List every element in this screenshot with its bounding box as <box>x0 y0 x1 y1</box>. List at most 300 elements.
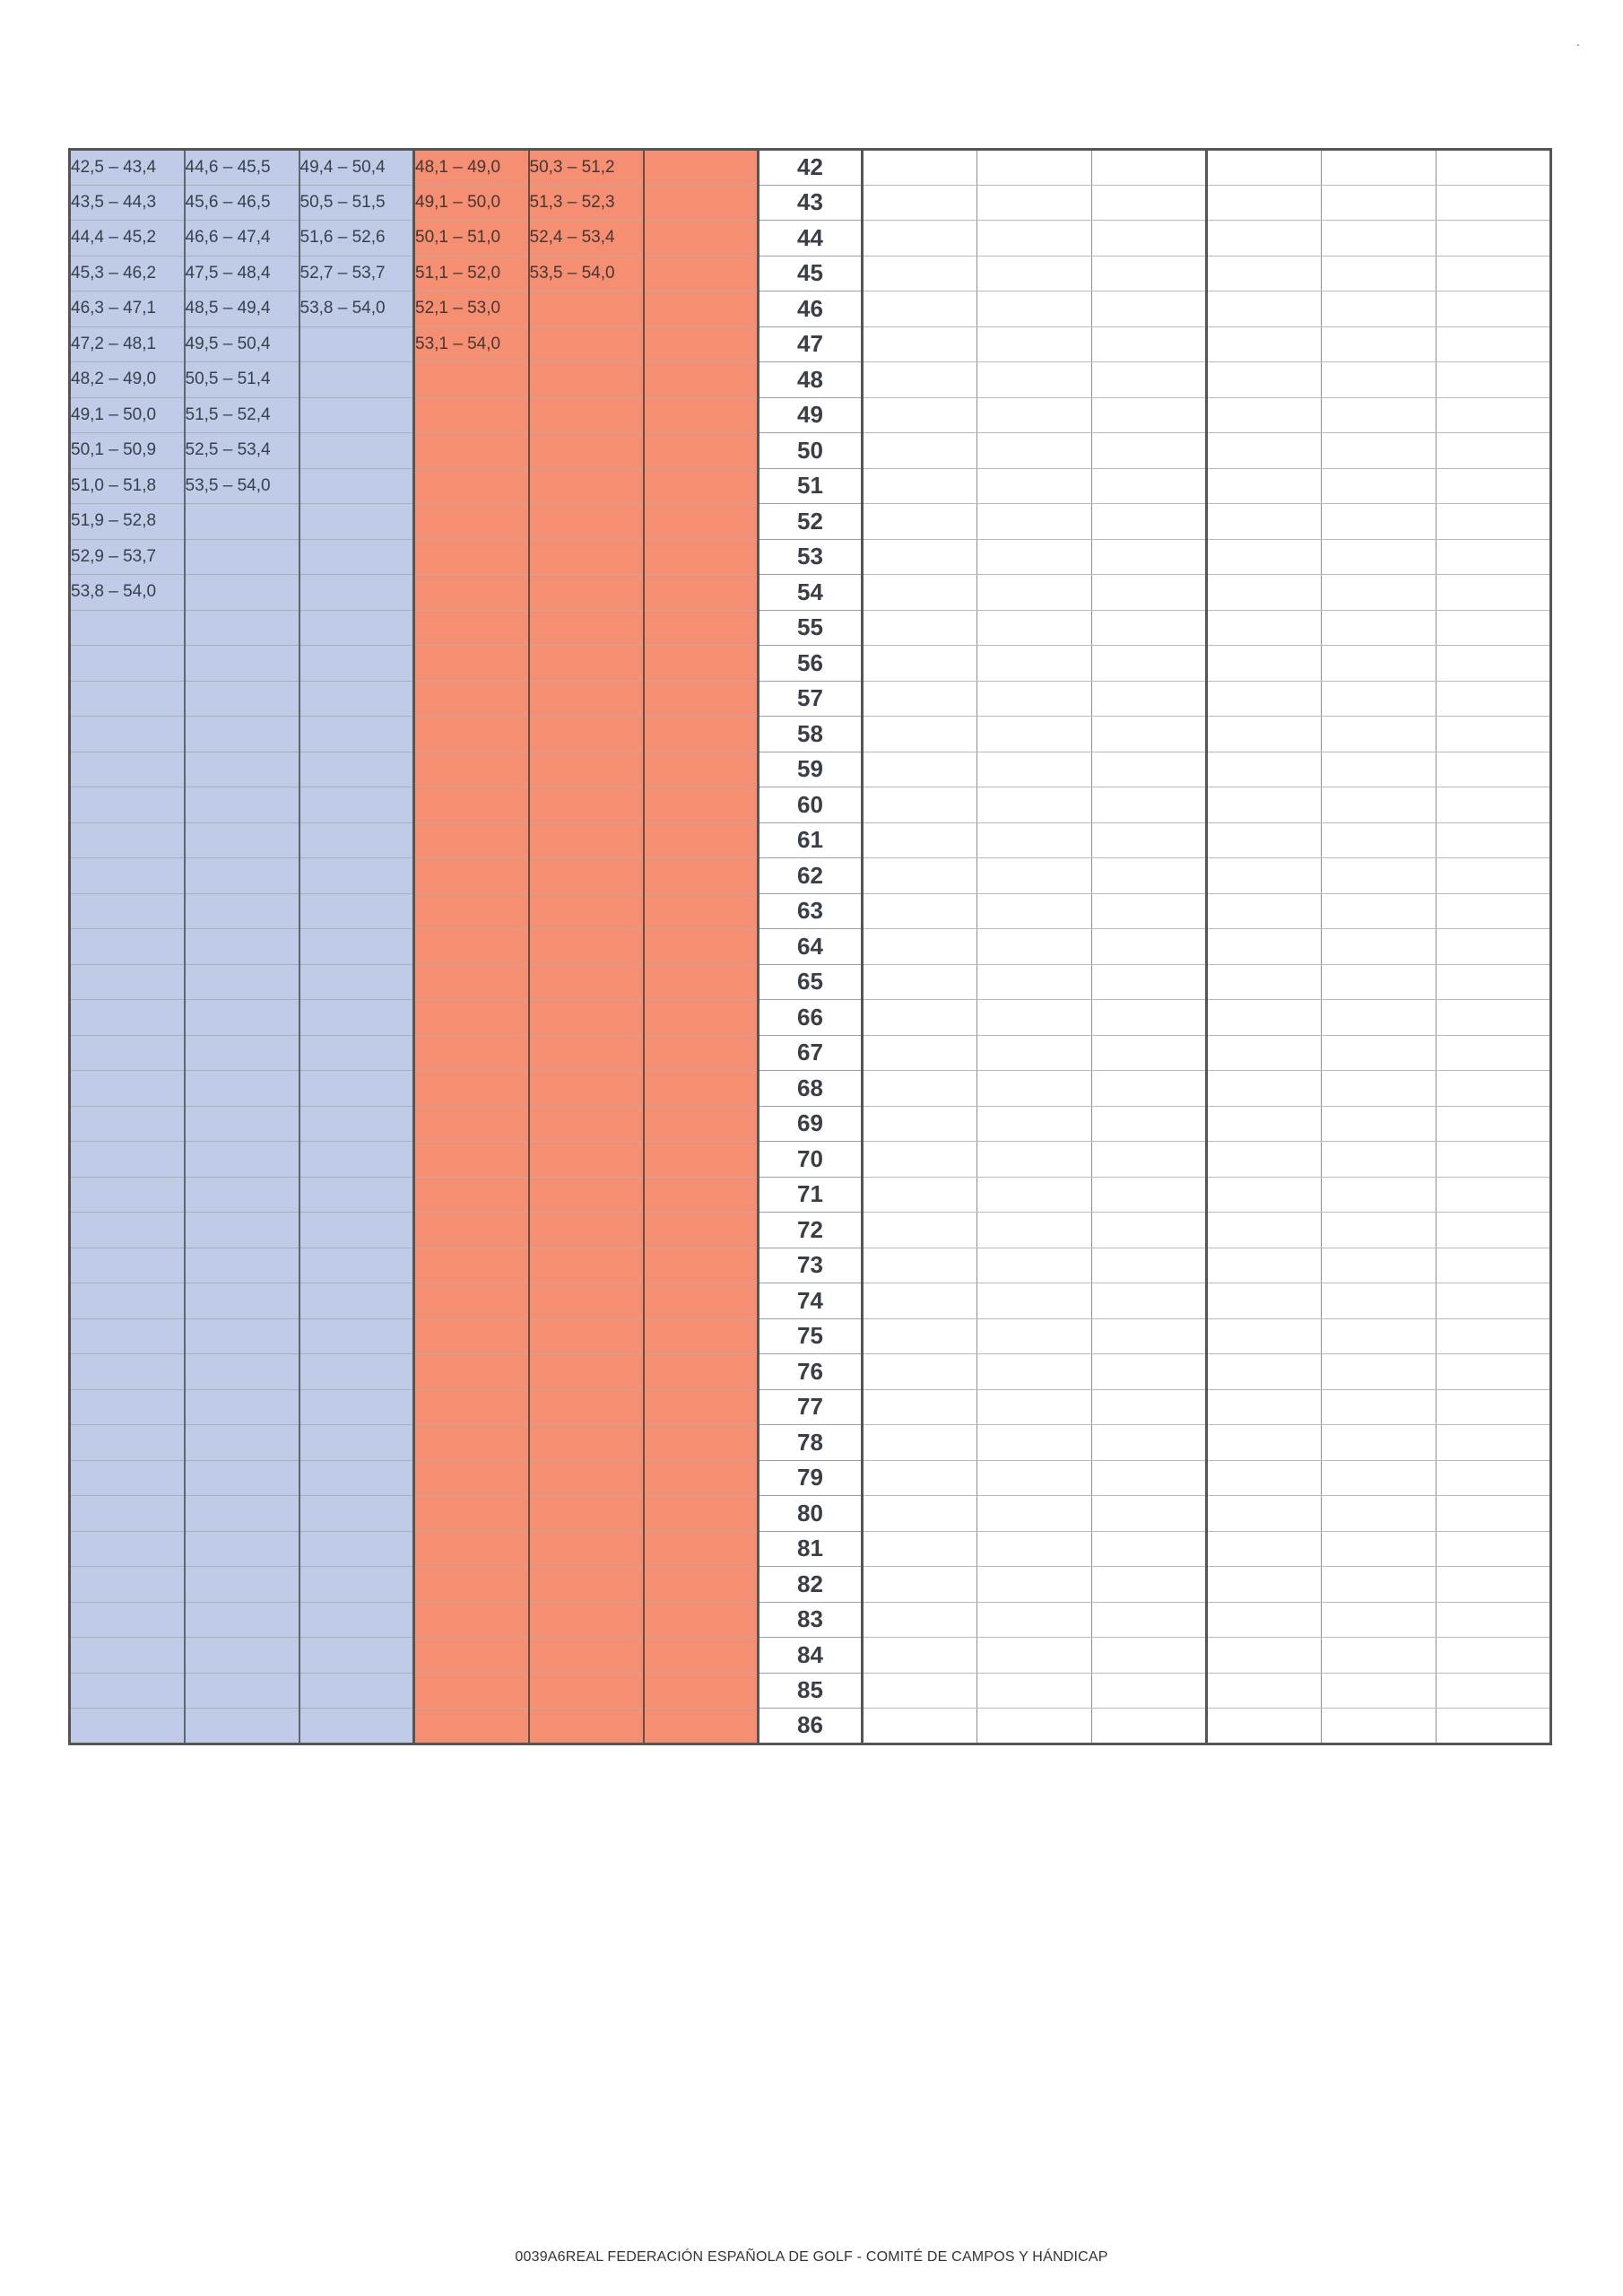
orange-range-cell <box>529 1709 644 1744</box>
empty-cell <box>863 1531 977 1567</box>
empty-cell <box>977 1496 1092 1532</box>
orange-range-cell <box>644 1106 759 1142</box>
empty-cell <box>1436 610 1551 646</box>
empty-cell <box>1207 1354 1322 1390</box>
empty-cell <box>1436 929 1551 965</box>
orange-range-cell <box>644 468 759 504</box>
empty-cell <box>863 1460 977 1496</box>
empty-cell <box>977 1106 1092 1142</box>
row-number: 58 <box>759 717 863 752</box>
empty-cell <box>1092 1177 1207 1213</box>
orange-range-cell <box>414 1106 529 1142</box>
blue-range-cell <box>70 787 185 823</box>
empty-cell <box>1322 1177 1436 1213</box>
empty-cell <box>1436 1213 1551 1248</box>
empty-cell <box>1436 752 1551 787</box>
orange-range-cell <box>529 1071 644 1107</box>
blue-range-cell <box>299 1496 414 1532</box>
blue-range-cell <box>70 1638 185 1674</box>
orange-range-cell <box>414 1248 529 1283</box>
blue-range-cell: 50,5 – 51,5 <box>299 185 414 221</box>
orange-range-cell <box>529 1531 644 1567</box>
empty-cell <box>1092 646 1207 682</box>
row-number: 44 <box>759 221 863 257</box>
orange-range-cell <box>529 468 644 504</box>
orange-range-cell <box>644 397 759 433</box>
blue-range-cell <box>185 1318 299 1354</box>
empty-cell <box>1207 326 1322 362</box>
row-number: 61 <box>759 822 863 858</box>
blue-range-cell <box>70 893 185 929</box>
empty-cell <box>863 610 977 646</box>
table-row <box>70 1673 1551 1709</box>
table-row <box>70 1283 1551 1319</box>
empty-cell <box>1207 1000 1322 1036</box>
orange-range-cell <box>529 717 644 752</box>
blue-range-cell <box>299 893 414 929</box>
blue-range-cell <box>70 964 185 1000</box>
orange-range-cell <box>529 1602 644 1638</box>
empty-cell <box>863 1638 977 1674</box>
empty-cell <box>863 291 977 327</box>
empty-cell <box>1436 256 1551 291</box>
blue-range-cell: 51,0 – 51,8 <box>70 468 185 504</box>
empty-cell <box>1092 1142 1207 1178</box>
table-row <box>70 1709 1551 1744</box>
empty-cell <box>1092 221 1207 257</box>
orange-range-cell <box>414 717 529 752</box>
empty-cell <box>863 1318 977 1354</box>
empty-cell <box>863 397 977 433</box>
empty-cell <box>1322 822 1436 858</box>
orange-range-cell <box>414 575 529 611</box>
blue-range-cell <box>185 610 299 646</box>
blue-range-cell <box>185 1460 299 1496</box>
empty-cell <box>1092 1425 1207 1461</box>
empty-cell <box>1436 539 1551 575</box>
empty-cell <box>1436 1071 1551 1107</box>
empty-cell <box>1322 929 1436 965</box>
blue-range-cell <box>70 1318 185 1354</box>
orange-range-cell <box>529 362 644 398</box>
blue-range-cell <box>185 1673 299 1709</box>
blue-range-cell <box>299 1177 414 1213</box>
empty-cell <box>977 1567 1092 1603</box>
empty-cell <box>977 326 1092 362</box>
empty-cell <box>863 326 977 362</box>
orange-range-cell: 50,3 – 51,2 <box>529 150 644 186</box>
blue-range-cell <box>299 433 414 469</box>
blue-range-cell <box>185 1071 299 1107</box>
blue-range-cell <box>299 1071 414 1107</box>
empty-cell <box>863 1071 977 1107</box>
empty-cell <box>1436 326 1551 362</box>
empty-cell <box>1207 1567 1322 1603</box>
empty-cell <box>1092 1035 1207 1071</box>
empty-cell <box>1322 1318 1436 1354</box>
empty-cell <box>1322 1248 1436 1283</box>
empty-cell <box>1322 717 1436 752</box>
orange-range-cell <box>644 362 759 398</box>
empty-cell <box>1207 575 1322 611</box>
orange-range-cell <box>644 185 759 221</box>
row-number: 73 <box>759 1248 863 1283</box>
orange-range-cell <box>644 1460 759 1496</box>
blue-range-cell <box>70 752 185 787</box>
empty-cell <box>1092 1460 1207 1496</box>
empty-cell <box>1436 1709 1551 1744</box>
orange-range-cell <box>414 433 529 469</box>
orange-range-cell <box>529 1177 644 1213</box>
orange-range-cell: 53,1 – 54,0 <box>414 326 529 362</box>
blue-range-cell <box>70 1106 185 1142</box>
blue-range-cell: 46,3 – 47,1 <box>70 291 185 327</box>
blue-range-cell <box>299 752 414 787</box>
orange-range-cell <box>529 858 644 894</box>
orange-range-cell <box>529 504 644 540</box>
empty-cell <box>977 964 1092 1000</box>
empty-cell <box>863 504 977 540</box>
orange-range-cell <box>529 1106 644 1142</box>
orange-range-cell <box>529 397 644 433</box>
empty-cell <box>1092 1638 1207 1674</box>
blue-range-cell <box>70 1567 185 1603</box>
orange-range-cell <box>644 150 759 186</box>
orange-range-cell <box>414 539 529 575</box>
empty-cell <box>1207 964 1322 1000</box>
row-number: 71 <box>759 1177 863 1213</box>
row-number: 51 <box>759 468 863 504</box>
empty-cell <box>977 858 1092 894</box>
orange-range-cell <box>529 787 644 823</box>
empty-cell <box>1322 1460 1436 1496</box>
empty-cell <box>1207 1496 1322 1532</box>
empty-cell <box>863 1354 977 1390</box>
table-row <box>70 1035 1551 1071</box>
blue-range-cell <box>185 787 299 823</box>
row-number: 72 <box>759 1213 863 1248</box>
orange-range-cell <box>414 1142 529 1178</box>
empty-cell <box>1207 1531 1322 1567</box>
orange-range-cell <box>414 1389 529 1425</box>
blue-range-cell <box>185 1000 299 1036</box>
blue-range-cell <box>299 575 414 611</box>
blue-range-cell <box>70 1425 185 1461</box>
empty-cell <box>1207 1673 1322 1709</box>
orange-range-cell <box>644 575 759 611</box>
empty-cell <box>1436 1248 1551 1283</box>
empty-cell <box>863 150 977 186</box>
blue-range-cell <box>299 1000 414 1036</box>
blue-range-cell <box>185 1283 299 1319</box>
orange-range-cell <box>529 1035 644 1071</box>
blue-range-cell <box>70 1177 185 1213</box>
orange-range-cell <box>414 787 529 823</box>
blue-range-cell <box>299 1318 414 1354</box>
blue-range-cell <box>299 1673 414 1709</box>
empty-cell <box>1092 752 1207 787</box>
blue-range-cell <box>185 717 299 752</box>
orange-range-cell <box>414 681 529 717</box>
empty-cell <box>863 1106 977 1142</box>
empty-cell <box>977 468 1092 504</box>
empty-cell <box>1322 610 1436 646</box>
blue-range-cell <box>299 964 414 1000</box>
row-number: 77 <box>759 1389 863 1425</box>
blue-range-cell <box>70 1602 185 1638</box>
blue-range-cell <box>185 1425 299 1461</box>
row-number: 42 <box>759 150 863 186</box>
empty-cell <box>977 752 1092 787</box>
empty-cell <box>1322 1638 1436 1674</box>
row-number: 43 <box>759 185 863 221</box>
empty-cell <box>863 1425 977 1461</box>
table-row <box>70 822 1551 858</box>
orange-range-cell <box>414 1709 529 1744</box>
table-row <box>70 1318 1551 1354</box>
empty-cell <box>1436 1318 1551 1354</box>
empty-cell <box>863 1602 977 1638</box>
empty-cell <box>1092 185 1207 221</box>
blue-range-cell <box>185 681 299 717</box>
empty-cell <box>1092 291 1207 327</box>
empty-cell <box>1322 1425 1436 1461</box>
orange-range-cell <box>529 646 644 682</box>
orange-range-cell <box>644 1496 759 1532</box>
orange-range-cell <box>644 291 759 327</box>
blue-range-cell: 44,4 – 45,2 <box>70 221 185 257</box>
table-row <box>70 1638 1551 1674</box>
blue-range-cell <box>70 1531 185 1567</box>
empty-cell <box>863 1000 977 1036</box>
empty-cell <box>1207 752 1322 787</box>
blue-range-cell: 48,2 – 49,0 <box>70 362 185 398</box>
orange-range-cell <box>414 929 529 965</box>
orange-range-cell <box>414 1602 529 1638</box>
orange-range-cell <box>644 1177 759 1213</box>
table-row <box>70 397 1551 433</box>
blue-range-cell <box>185 1354 299 1390</box>
table-row <box>70 717 1551 752</box>
empty-cell <box>977 291 1092 327</box>
empty-cell <box>977 433 1092 469</box>
blue-range-cell <box>299 1106 414 1142</box>
empty-cell <box>977 539 1092 575</box>
blue-range-cell: 51,5 – 52,4 <box>185 397 299 433</box>
handicap-table <box>68 148 1552 1745</box>
empty-cell <box>1322 1709 1436 1744</box>
empty-cell <box>1207 646 1322 682</box>
empty-cell <box>1092 362 1207 398</box>
corner-mark: . <box>1576 34 1580 48</box>
orange-range-cell <box>529 929 644 965</box>
empty-cell <box>1092 504 1207 540</box>
empty-cell <box>977 1318 1092 1354</box>
empty-cell <box>1436 504 1551 540</box>
blue-range-cell <box>70 1071 185 1107</box>
blue-range-cell: 53,5 – 54,0 <box>185 468 299 504</box>
empty-cell <box>863 362 977 398</box>
empty-cell <box>1092 787 1207 823</box>
blue-range-cell <box>70 1389 185 1425</box>
empty-cell <box>863 1035 977 1071</box>
empty-cell <box>1207 1602 1322 1638</box>
orange-range-cell <box>644 787 759 823</box>
empty-cell <box>977 787 1092 823</box>
blue-range-cell <box>299 787 414 823</box>
orange-range-cell <box>529 1425 644 1461</box>
empty-cell <box>977 1177 1092 1213</box>
empty-cell <box>1207 1638 1322 1674</box>
empty-cell <box>1207 1213 1322 1248</box>
empty-cell <box>1092 1213 1207 1248</box>
orange-range-cell <box>529 752 644 787</box>
row-number: 65 <box>759 964 863 1000</box>
empty-cell <box>863 468 977 504</box>
blue-range-cell: 43,5 – 44,3 <box>70 185 185 221</box>
empty-cell <box>1092 929 1207 965</box>
empty-cell <box>977 822 1092 858</box>
empty-cell <box>1436 433 1551 469</box>
empty-cell <box>977 646 1092 682</box>
blue-range-cell <box>70 681 185 717</box>
blue-range-cell <box>185 929 299 965</box>
empty-cell <box>1322 1354 1436 1390</box>
empty-cell <box>1092 964 1207 1000</box>
blue-range-cell <box>70 610 185 646</box>
row-number: 53 <box>759 539 863 575</box>
table-row <box>70 752 1551 787</box>
table-row <box>70 787 1551 823</box>
blue-range-cell <box>299 397 414 433</box>
row-number: 74 <box>759 1283 863 1319</box>
empty-cell <box>1092 256 1207 291</box>
blue-range-cell: 52,7 – 53,7 <box>299 256 414 291</box>
empty-cell <box>1322 1531 1436 1567</box>
empty-cell <box>1322 1106 1436 1142</box>
empty-cell <box>977 1354 1092 1390</box>
empty-cell <box>977 362 1092 398</box>
empty-cell <box>1436 1602 1551 1638</box>
orange-range-cell <box>644 1213 759 1248</box>
orange-range-cell <box>414 858 529 894</box>
blue-range-cell <box>185 1602 299 1638</box>
empty-cell <box>1207 681 1322 717</box>
table-row <box>70 1106 1551 1142</box>
empty-cell <box>1322 1389 1436 1425</box>
blue-range-cell: 49,1 – 50,0 <box>70 397 185 433</box>
empty-cell <box>863 185 977 221</box>
row-number: 64 <box>759 929 863 965</box>
orange-range-cell <box>529 1213 644 1248</box>
row-number: 84 <box>759 1638 863 1674</box>
table-row <box>70 1213 1551 1248</box>
blue-range-cell <box>299 681 414 717</box>
empty-cell <box>863 1496 977 1532</box>
empty-cell <box>1207 504 1322 540</box>
orange-range-cell <box>644 822 759 858</box>
table-row <box>70 929 1551 965</box>
blue-range-cell <box>70 858 185 894</box>
empty-cell <box>1322 1602 1436 1638</box>
empty-cell <box>1207 787 1322 823</box>
empty-cell <box>1207 1460 1322 1496</box>
table-row <box>70 150 1551 186</box>
empty-cell <box>1436 787 1551 823</box>
orange-range-cell <box>644 1248 759 1283</box>
row-number: 80 <box>759 1496 863 1532</box>
empty-cell <box>1322 256 1436 291</box>
orange-range-cell <box>529 1000 644 1036</box>
orange-range-cell <box>529 893 644 929</box>
empty-cell <box>1207 291 1322 327</box>
blue-range-cell <box>299 1567 414 1603</box>
empty-cell <box>977 397 1092 433</box>
empty-cell <box>1322 291 1436 327</box>
empty-cell <box>863 646 977 682</box>
row-number: 81 <box>759 1531 863 1567</box>
orange-range-cell: 48,1 – 49,0 <box>414 150 529 186</box>
orange-range-cell <box>529 1248 644 1283</box>
orange-range-cell: 52,1 – 53,0 <box>414 291 529 327</box>
empty-cell <box>863 1283 977 1319</box>
empty-cell <box>1092 468 1207 504</box>
orange-range-cell <box>414 893 529 929</box>
table-row <box>70 433 1551 469</box>
orange-range-cell <box>529 1283 644 1319</box>
table-row <box>70 610 1551 646</box>
orange-range-cell <box>644 858 759 894</box>
empty-cell <box>1207 1283 1322 1319</box>
orange-range-cell <box>529 1460 644 1496</box>
blue-range-cell: 51,9 – 52,8 <box>70 504 185 540</box>
empty-cell <box>1436 681 1551 717</box>
empty-cell <box>1436 1460 1551 1496</box>
empty-cell <box>863 575 977 611</box>
blue-range-cell: 53,8 – 54,0 <box>70 575 185 611</box>
empty-cell <box>1322 185 1436 221</box>
empty-cell <box>1436 1000 1551 1036</box>
empty-cell <box>863 964 977 1000</box>
empty-cell <box>863 433 977 469</box>
empty-cell <box>1207 1318 1322 1354</box>
empty-cell <box>1092 433 1207 469</box>
empty-cell <box>1436 964 1551 1000</box>
empty-cell <box>1436 468 1551 504</box>
table-row <box>70 1460 1551 1496</box>
empty-cell <box>977 1425 1092 1461</box>
empty-cell <box>1322 326 1436 362</box>
orange-range-cell <box>644 1283 759 1319</box>
orange-range-cell <box>644 1000 759 1036</box>
empty-cell <box>977 1531 1092 1567</box>
empty-cell <box>1207 433 1322 469</box>
empty-cell <box>1322 1673 1436 1709</box>
empty-cell <box>863 822 977 858</box>
row-number: 63 <box>759 893 863 929</box>
empty-cell <box>1207 1035 1322 1071</box>
blue-range-cell <box>299 858 414 894</box>
empty-cell <box>1436 1496 1551 1532</box>
empty-cell <box>1207 1709 1322 1744</box>
orange-range-cell <box>644 929 759 965</box>
page-footer: 0039A6REAL FEDERACIÓN ESPAÑOLA DE GOLF - COMITÉ DE CAMPOS Y HÁNDICAP <box>515 2249 1108 2265</box>
table-row <box>70 539 1551 575</box>
orange-range-cell <box>529 1389 644 1425</box>
blue-range-cell <box>185 575 299 611</box>
blue-range-cell <box>299 1213 414 1248</box>
orange-range-cell <box>644 1531 759 1567</box>
